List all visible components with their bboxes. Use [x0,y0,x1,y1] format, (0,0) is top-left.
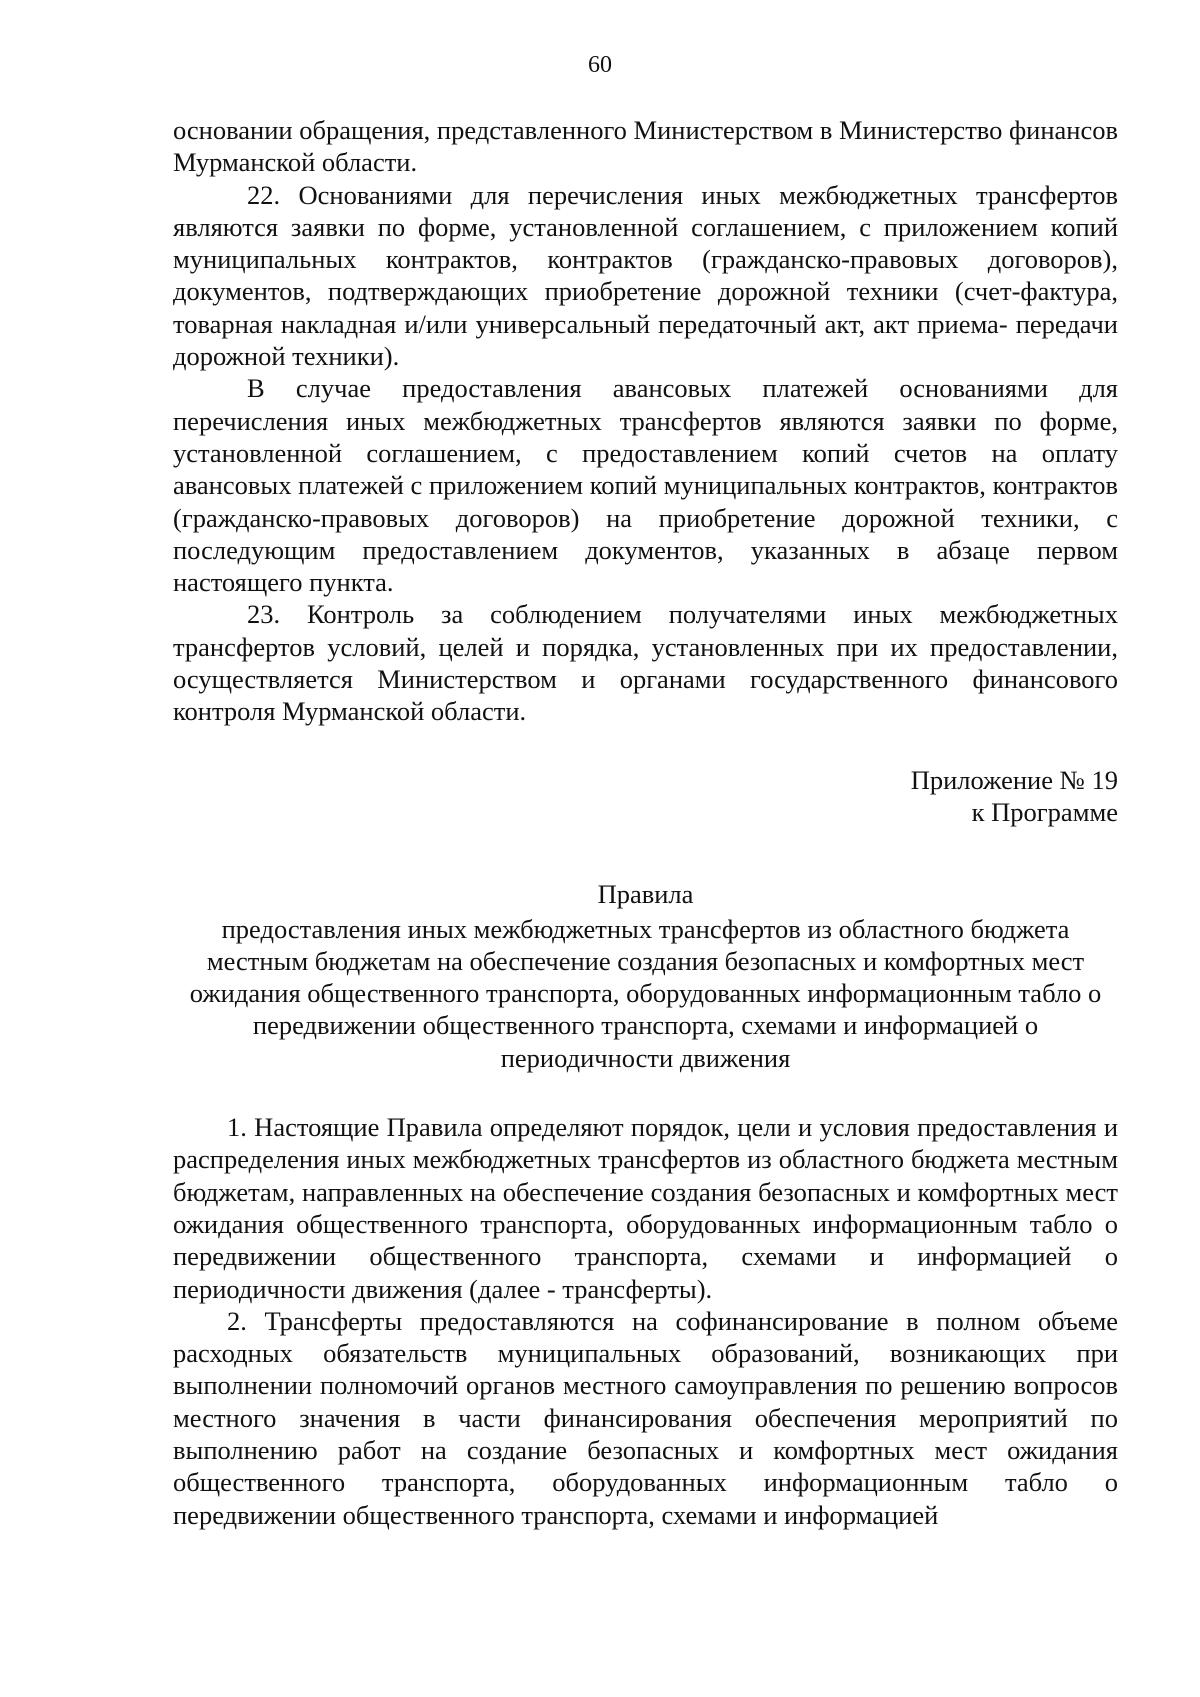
rules-body [173,1111,1118,1531]
rules-title: Правила [597,879,694,910]
appendix-reference [173,764,1118,829]
clause-22: 22. Основаниями для перечисления иных межбюджетных трансфертов являются заявки по форме, установленной соглашением, с приложением копий муниципальных контрактов, контрактов (гражданско-правовых договоров), документов, подтверждающих приобретение дорожной техники (счет-фактура, товарная накладная и/или универсальный передаточный акт, акт приема- передачи дорожной техники). [173,179,1118,372]
clause-22-advance-payments: В случае предоставления авансовых платежей основаниями для перечисления иных межбюджетных трансфертов являются заявки по форме, установленной соглашением, с предоставлением копий счетов на оплату авансовых платежей с приложением копий муниципальных контрактов, контрактов (гражданско-правовых договоров) на приобретение дорожной техники, с последующим предоставлением документов, указанных в абзаце первом настоящего пункта. [173,373,1118,598]
clause-23: 23. Контроль за соблюдением получателями иных межбюджетных трансфертов условий, целей и порядка, установленных при их предоставлении, осуществляется Министерством и органами государственного финансового контроля Мурманской области. [173,599,1118,727]
rules-clause-1: 1. Настоящие Правила определяют порядок, цели и условия предоставления и распределения иных межбюджетных трансфертов из областного бюджета местным бюджетам, направленных на обеспечение создания безопасных и комфортных мест ожидания общественного транспорта, оборудованных информационным табло о передвижении общественного транспорта, схемами и информацией о периодичности движения (далее - трансферты). [173,1112,1118,1304]
rules-heading: предоставления иных межбюджетных трансфертов из областного бюджета местным бюджетам на обеспечение создания безопасных и комфортных мест ожидания общественного транспорта, оборудованных информационным табло о передвижении общественного транспорта, схемами и информацией о периодичности движения [189,913,1102,1073]
page-number: 60 [588,52,612,78]
rules-clause-2: 2. Трансферты предоставляются на софинансирование в полном объеме расходных обязательств муниципальных образований, возникающих при выполнении полномочий органов местного самоуправления по решению вопросов местного значения в части финансирования обеспечения мероприятий по выполнению работ на создание безопасных и комфортных мест ожидания общественного транспорта, оборудованных информационным табло о передвижении общественного транспорта, схемами и информацией [173,1305,1118,1530]
appendix-target: к Программе [971,796,1118,827]
appendix-number: Приложение № 19 [910,764,1118,795]
continued-paragraph: основании обращения, представленного Министерством в Министерство финансов Мурманской области. [173,115,1118,178]
document-body [173,114,1118,1531]
